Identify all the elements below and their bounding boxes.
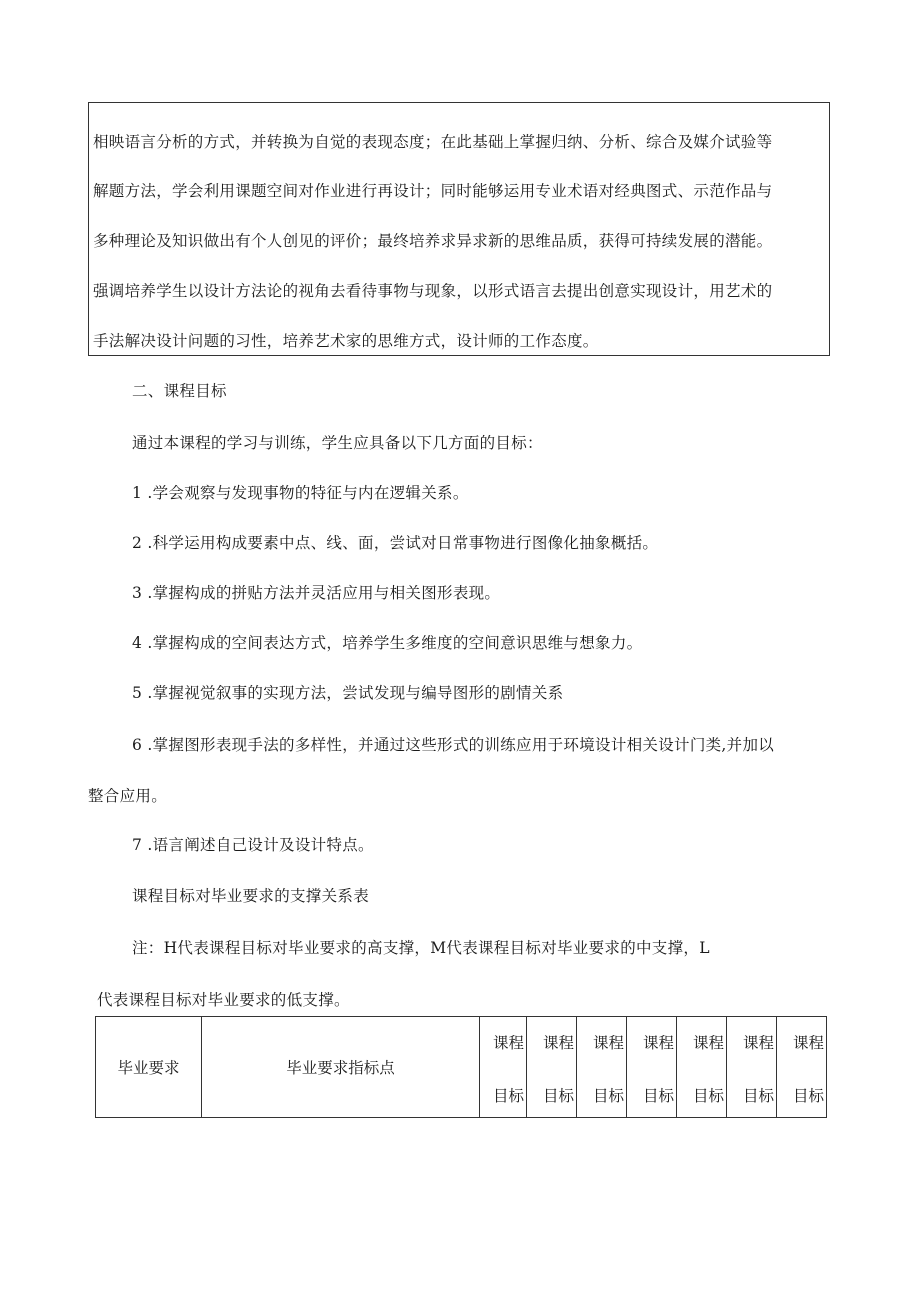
goal-label-top: 课程 — [542, 1034, 574, 1052]
requirements-table — [95, 1016, 827, 1118]
section-heading: 二、课程目标 — [132, 382, 227, 400]
table-title: 课程目标对毕业要求的支撑关系表 — [132, 887, 370, 905]
goal-label-bottom: 目标 — [592, 1087, 624, 1105]
goal-label-top: 课程 — [742, 1034, 774, 1052]
goal-label-bottom: 目标 — [642, 1087, 674, 1105]
header-goal-5 — [677, 1017, 727, 1118]
header-indicator: 毕业要求指标点 — [202, 1017, 480, 1118]
goal-label-top: 课程 — [642, 1034, 674, 1052]
intro-text-box — [88, 102, 830, 356]
header-goal-1 — [480, 1017, 527, 1118]
intro-line-5: 手法解决设计问题的习性，培养艺术家的思维方式，设计师的工作态度。 — [93, 332, 599, 350]
goal-item-1: 1 .学会观察与发现事物的特征与内在逻辑关系。 — [132, 484, 469, 502]
intro-line-1: 相映语言分析的方式，并转换为自觉的表现态度；在此基础上掌握归纳、分析、综合及媒介试验等 — [93, 133, 773, 151]
intro-line-3: 多种理论及知识做出有个人创见的评价；最终培养求异求新的思维品质，获得可持续发展的潜能。 — [93, 232, 773, 250]
goal-label-bottom: 目标 — [692, 1087, 724, 1105]
goal-item-3: 3 .掌握构成的拼贴方法并灵活应用与相关图形表现。 — [132, 584, 501, 602]
header-goal-4 — [627, 1017, 677, 1118]
intro-line-4: 强调培养学生以设计方法论的视角去看待事物与现象，以形式语言去提出创意实现设计，用艺术的 — [93, 282, 773, 300]
goal-item-4: 4 .掌握构成的空间表达方式，培养学生多维度的空间意识思维与想象力。 — [132, 634, 643, 652]
goal-item-5: 5 .掌握视觉叙事的实现方法，尝试发现与编导图形的剧情关系 — [132, 684, 564, 702]
goal-label-top: 课程 — [692, 1034, 724, 1052]
section-intro: 通过本课程的学习与训练，学生应具备以下几方面的目标： — [132, 434, 543, 452]
note-line-1: 注：H代表课程目标对毕业要求的高支撑，M代表课程目标对毕业要求的中支撑，L — [132, 939, 710, 957]
header-goal-3 — [577, 1017, 627, 1118]
goal-label-bottom: 目标 — [742, 1087, 774, 1105]
table-header-row — [96, 1017, 827, 1118]
goal-item-7: 7 .语言阐述自己设计及设计特点。 — [132, 836, 374, 854]
goal-label-bottom: 目标 — [542, 1087, 574, 1105]
goal-label-bottom: 目标 — [492, 1087, 524, 1105]
header-goal-2 — [527, 1017, 577, 1118]
header-requirement: 毕业要求 — [96, 1017, 202, 1118]
goal-item-6-continued: 整合应用。 — [88, 787, 168, 805]
goal-label-top: 课程 — [592, 1034, 624, 1052]
goal-label-top: 课程 — [492, 1034, 524, 1052]
goal-label-bottom: 目标 — [792, 1087, 824, 1105]
goal-label-top: 课程 — [792, 1034, 824, 1052]
goal-item-2: 2 .科学运用构成要素中点、线、面，尝试对日常事物进行图像化抽象概括。 — [132, 534, 659, 552]
goal-item-6: 6 .掌握图形表现手法的多样性，并通过这些形式的训练应用于环境设计相关设计门类,并加以 — [132, 736, 775, 754]
note-line-2: 代表课程目标对毕业要求的低支撑。 — [97, 991, 350, 1009]
header-goal-7 — [777, 1017, 827, 1118]
intro-line-2: 解题方法，学会利用课题空间对作业进行再设计；同时能够运用专业术语对经典图式、示范作品与 — [93, 182, 773, 200]
header-goal-6 — [727, 1017, 777, 1118]
